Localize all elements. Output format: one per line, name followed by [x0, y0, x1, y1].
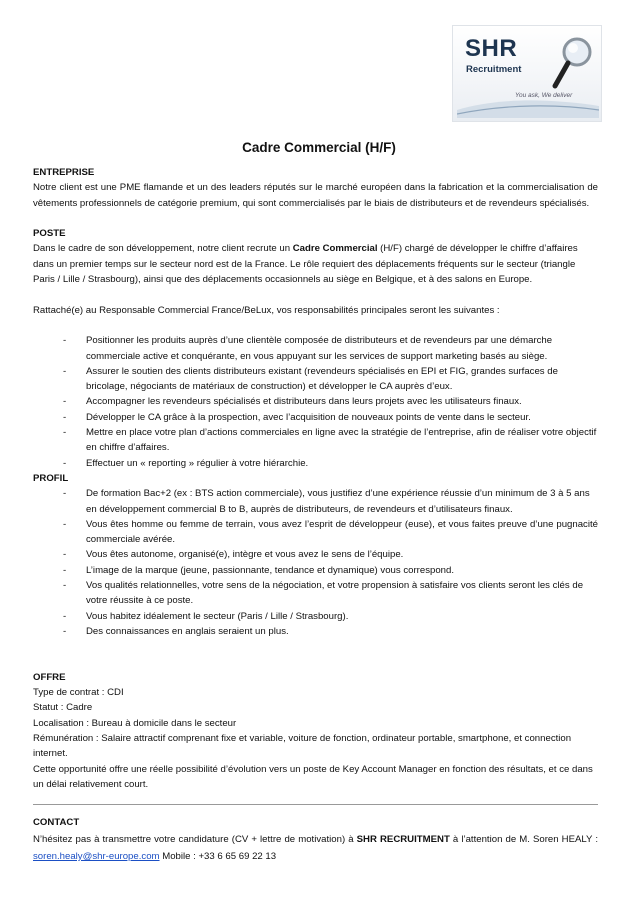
list-item: - Positionner les produits auprès d’une clientèle composée de distributeurs et de revendeurs par une démarche commerciale active et conquérante, en vous appuyant sur les services de support marketing basés au siège. [33, 333, 598, 364]
rattache-paragraph: Rattaché(e) au Responsable Commercial France/BeLux, vos responsabilités principales seront les suivantes : [33, 304, 500, 316]
offre-contrat: Type de contrat : CDI [33, 687, 124, 699]
logo-subtitle: Recruitment [466, 64, 522, 75]
poste-role-bold: Cadre Commercial [292, 243, 378, 255]
offre-localisation: Localisation : Bureau à domicile dans le secteur [33, 717, 237, 729]
poste-text-part: Dans le cadre de son développement, notre client recrute un [33, 243, 293, 255]
contact-mobile: Mobile : +33 6 65 69 22 13 [159, 851, 277, 862]
offre-statut: Statut : Cadre [33, 702, 93, 714]
list-item: - Assurer le soutien des clients distributeurs existant (revendeurs spécialisés en EPI et FIG, grandes surfaces de bricolage, négociants de matériaux de construction) et développer le CA auprès d’eux. [33, 364, 598, 395]
responsabilites-list [33, 333, 598, 471]
logo-swoosh-icon [457, 96, 599, 118]
list-item: - Mettre en place votre plan d’actions commerciales en ligne avec la stratégie de l’entreprise, afin de réaliser votre objectif en chiffre d’affaires. [33, 425, 598, 456]
section-poste [33, 226, 598, 287]
divider [33, 804, 598, 805]
profil-list [33, 486, 598, 639]
section-profil [33, 471, 598, 639]
contact-text-part: N’hésitez pas à transmettre votre candidature (CV + lettre de motivation) à [33, 834, 357, 845]
contact-company: SHR RECRUITMENT [356, 834, 450, 845]
list-item: - L’image de la marque (jeune, passionnante, tendance et dynamique) vous correspond. [33, 563, 598, 578]
list-item: - Effectuer un « reporting » régulier à votre hiérarchie. [33, 456, 598, 471]
contact-email-link[interactable]: soren.healy@shr-europe.com [33, 851, 160, 862]
document-body [33, 165, 598, 792]
profil-heading: PROFIL [33, 472, 69, 484]
entreprise-heading: ENTREPRISE [33, 167, 95, 178]
logo-brand: SHR [465, 35, 518, 62]
poste-text-part: (H/F) chargé de développer le chiffre d’affaires dans un premier temps sur le secteur nord est de la France. Le rôle requiert des déplacements fréquents sur le secteur (triangle Paris / Lille / Strasbourg), ainsi que des déplacements occasionnels au siège en Belgique, et à des salons en Europe. [33, 243, 578, 286]
list-item: - Vos qualités relationnelles, votre sens de la négociation, et votre propension à satisfaire vos clients seront les clés de votre réussite à ce poste. [33, 578, 598, 609]
list-item: - Vous habitez idéalement le secteur (Paris / Lille / Strasbourg). [33, 609, 598, 624]
entreprise-text: Notre client est une PME flamande et un des leaders réputés sur le marché européen dans la fabrication et la commercialisation de vêtements professionnels de catégorie premium, qui sont commercialisés par le biais de distributeurs et de revendeurs spécialisés. [33, 182, 598, 209]
section-entreprise [33, 165, 598, 211]
poste-text [33, 241, 598, 287]
spacer [33, 639, 598, 654]
magnifying-glass-icon [551, 34, 597, 94]
list-item: - Vous êtes homme ou femme de terrain, vous avez l’esprit de développeur (euse), et vous faites preuve d’une pugnacité commerciale avérée. [33, 517, 598, 548]
offre-evolution: Cette opportunité offre une réelle possibilité d’évolution vers un poste de Key Account Manager en fonction des résultats, et ce dans un délai relativement court. [33, 763, 593, 790]
offre-heading: OFFRE [33, 671, 66, 683]
contact-heading: CONTACT [33, 817, 80, 828]
list-item: - Vous êtes autonome, organisé(e), intègre et vous avez le sens de l’équipe. [33, 547, 598, 562]
shr-recruitment-logo [452, 25, 602, 122]
list-item: - Accompagner les revendeurs spécialisés et distributeurs dans leurs projets avec les utilisateurs finaux. [33, 394, 598, 409]
list-item: - Des connaissances en anglais seraient un plus. [33, 624, 598, 639]
list-item: - Développer le CA grâce à la prospection, avec l’acquisition de nouveaux points de vente dans le secteur. [33, 410, 598, 425]
spacer [33, 655, 598, 670]
job-title: Cadre Commercial (H/F) [242, 140, 396, 155]
poste-heading: POSTE [33, 228, 66, 240]
logo-tagline: You ask, We deliver [515, 92, 573, 99]
contact-text-part: à l’attention de M. Soren HEALY : [449, 834, 599, 845]
list-item: - De formation Bac+2 (ex : BTS action commerciale), vous justifiez d’une expérience réussie d’un minimum de 3 à 5 ans en développement commercial B to B, auprès de distributeurs, de revendeurs et d’utilisateurs finaux. [33, 486, 598, 517]
contact-text [33, 831, 598, 865]
offre-remuneration: Rémunération : Salaire attractif comprenant fixe et variable, voiture de fonction, ordinateur portable, smartphone, et connection internet. [33, 732, 572, 760]
section-offre [33, 670, 598, 792]
section-contact [33, 814, 598, 865]
